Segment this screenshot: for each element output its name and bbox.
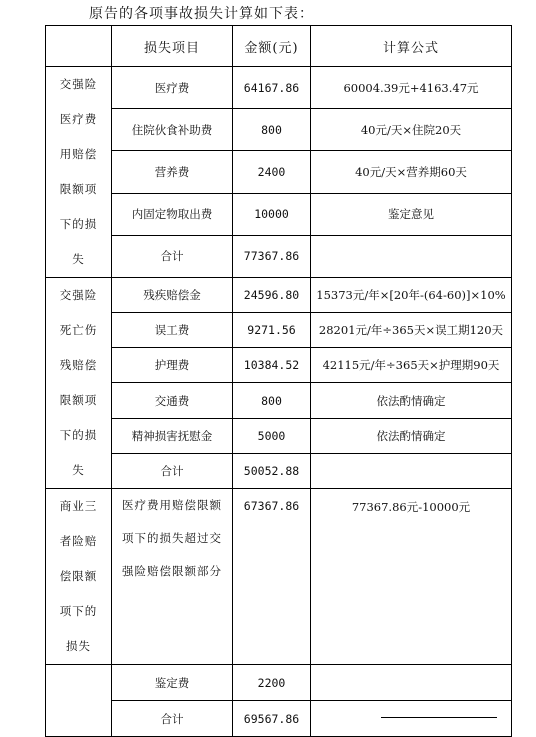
amount-cell: 10384.52 [233, 348, 311, 383]
item-cell: 残疾赔偿金 [112, 278, 233, 313]
category-label: 交强险医疗费用赔偿限额项下的损失 [59, 77, 98, 266]
item-cell: 护理费 [112, 348, 233, 383]
item-cell: 医疗费用赔偿限额项下的损失超过交强险赔偿限额部分 [112, 489, 233, 665]
amount-cell: 2400 [233, 151, 311, 193]
table-header-row [46, 26, 512, 67]
category-cell-continued [46, 701, 112, 737]
formula-cell: 依法酌情确定 [311, 383, 512, 418]
table-row [46, 193, 512, 235]
subtotal-amount: 77367.86 [233, 235, 311, 277]
formula-cell [311, 665, 512, 701]
table-row [46, 67, 512, 109]
header-amount: 金额(元) [233, 26, 311, 67]
amount-cell: 67367.86 [233, 489, 311, 665]
subtotal-amount: 50052.88 [233, 453, 311, 488]
table-row [46, 151, 512, 193]
category-label: 商业三者险赔偿限额项下的损失 [59, 499, 98, 653]
subtotal-label: 合计 [112, 453, 233, 488]
header-blank [46, 26, 112, 67]
item-cell: 精神损害抚慰金 [112, 418, 233, 453]
table-row [46, 348, 512, 383]
subtotal-row [46, 235, 512, 277]
category-label: 交强险死亡伤残赔偿限额项下的损失 [59, 288, 98, 477]
item-cell: 营养费 [112, 151, 233, 193]
fill-in-line [381, 717, 497, 718]
item-cell: 医疗费 [112, 67, 233, 109]
table-row [46, 489, 512, 665]
amount-cell: 5000 [233, 418, 311, 453]
amount-cell: 2200 [233, 665, 311, 701]
amount-cell: 10000 [233, 193, 311, 235]
formula-cell: 77367.86元-10000元 [311, 489, 512, 665]
category-cell-continued [46, 665, 112, 701]
table-row [46, 313, 512, 348]
amount-cell: 800 [233, 383, 311, 418]
header-item: 损失项目 [112, 26, 233, 67]
formula-cell: 鉴定意见 [311, 193, 512, 235]
item-cell: 鉴定费 [112, 665, 233, 701]
category-cell [46, 278, 112, 489]
table-row [46, 109, 512, 151]
table-caption: 原告的各项事故损失计算如下表： [89, 6, 314, 22]
formula-cell: 依法酌情确定 [311, 418, 512, 453]
item-cell: 交通费 [112, 383, 233, 418]
header-formula: 计算公式 [311, 26, 512, 67]
table-row [46, 278, 512, 313]
category-cell [46, 67, 112, 278]
formula-cell: 28201元/年÷365天×误工期120天 [311, 313, 512, 348]
amount-cell: 24596.80 [233, 278, 311, 313]
item-cell: 内固定物取出费 [112, 193, 233, 235]
table-row [46, 665, 512, 701]
subtotal-row [46, 453, 512, 488]
amount-cell: 800 [233, 109, 311, 151]
loss-table [45, 25, 512, 737]
subtotal-row [46, 701, 512, 737]
subtotal-amount: 69567.86 [233, 701, 311, 737]
formula-cell [311, 453, 512, 488]
formula-cell [311, 235, 512, 277]
subtotal-label: 合计 [112, 235, 233, 277]
formula-cell: 60004.39元+4163.47元 [311, 67, 512, 109]
formula-cell: 40元/天×营养期60天 [311, 151, 512, 193]
amount-cell: 9271.56 [233, 313, 311, 348]
category-cell [46, 489, 112, 665]
formula-cell: 42115元/年÷365天×护理期90天 [311, 348, 512, 383]
formula-cell: 40元/天×住院20天 [311, 109, 512, 151]
table-row [46, 418, 512, 453]
item-cell: 住院伙食补助费 [112, 109, 233, 151]
table-row [46, 383, 512, 418]
amount-cell: 64167.86 [233, 67, 311, 109]
item-cell: 误工费 [112, 313, 233, 348]
formula-cell: 15373元/年×[20年-(64-60)]×10% [311, 278, 512, 313]
subtotal-label: 合计 [112, 701, 233, 737]
formula-cell [311, 701, 512, 737]
